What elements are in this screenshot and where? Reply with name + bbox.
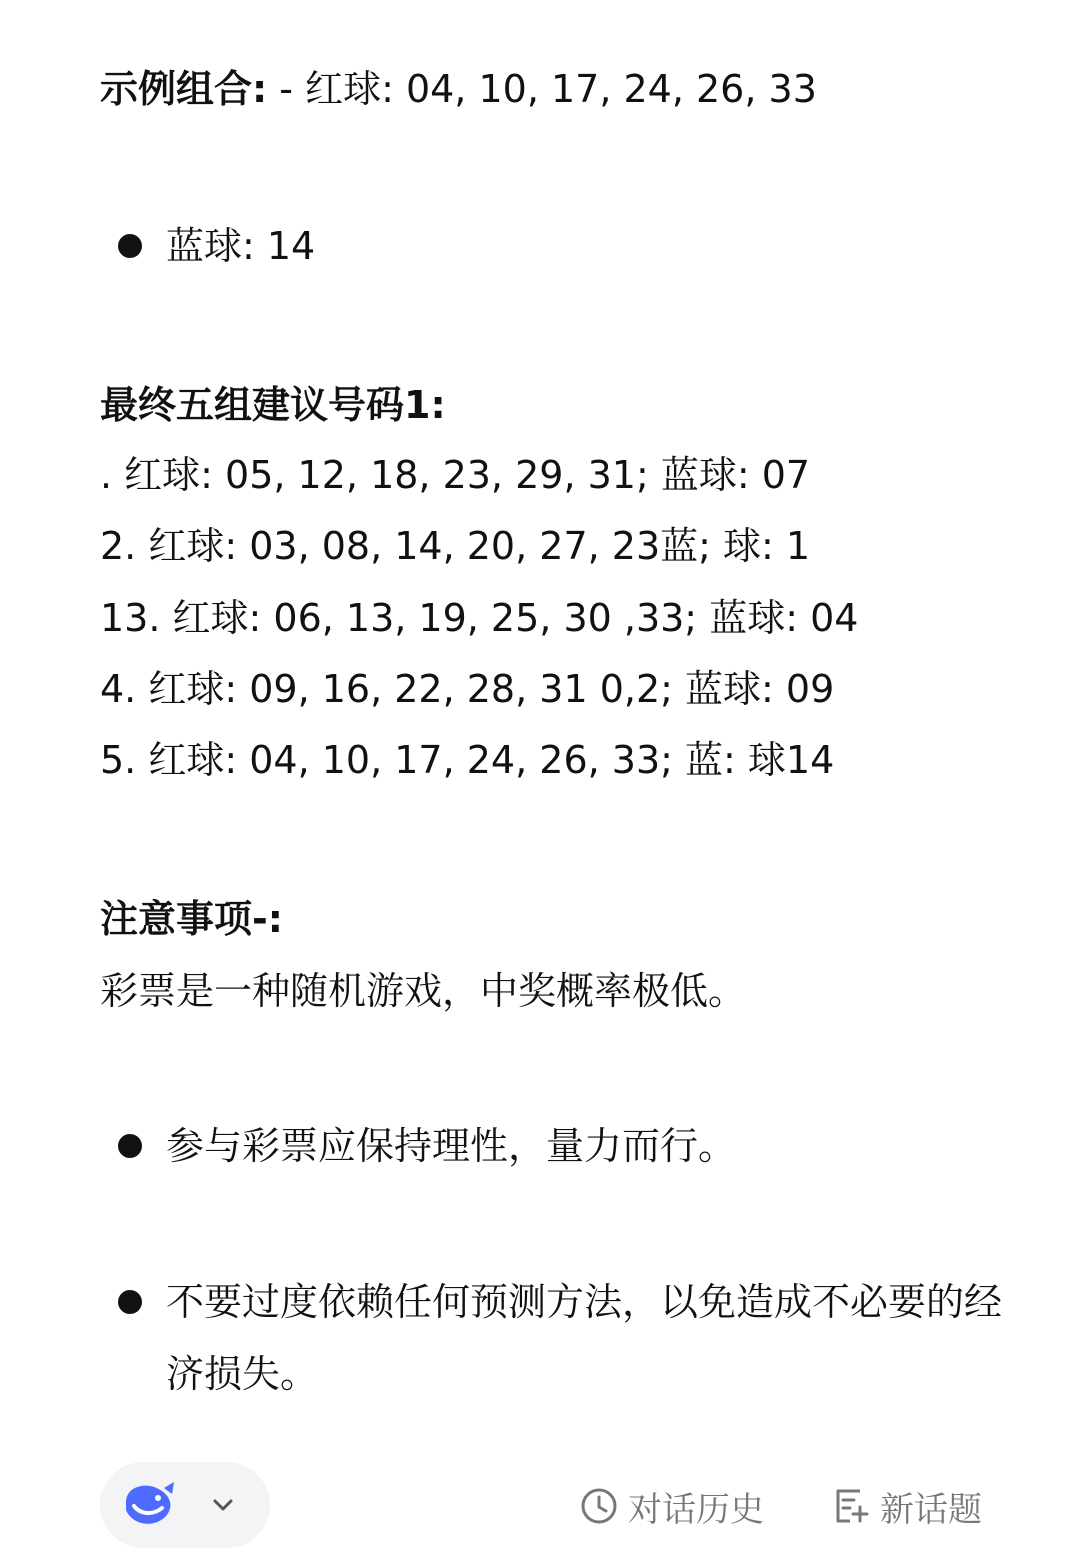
bullet-dot (118, 1290, 142, 1314)
bullet-dot (118, 234, 142, 258)
new-chat-icon (832, 1487, 870, 1525)
new-topic-label: 新话题 (880, 1489, 982, 1530)
history-button[interactable] (580, 1480, 764, 1532)
new-topic-button[interactable] (832, 1480, 982, 1532)
bullet-dot (118, 1134, 142, 1158)
whale-logo-icon (120, 1480, 176, 1530)
notes-bullet-text: 参与彩票应保持理性，量力而行。 (166, 1124, 737, 1168)
final-row-2: 2. 红球: 03, 08, 14, 20, 27, 23蓝; 球: 1 (100, 524, 811, 568)
example-line (100, 64, 817, 114)
final-row-4: 4. 红球: 09, 16, 22, 28, 31 0,2; 蓝球: 09 (100, 667, 835, 711)
notes-text: 彩票是一种随机游戏，中奖概率极低。 (100, 969, 747, 1013)
final-heading: 最终五组建议号码1: (100, 383, 446, 427)
example-red-balls: - 红球: 04, 10, 17, 24, 26, 33 (267, 67, 817, 111)
final-row-1: . 红球: 05, 12, 18, 23, 29, 31; 蓝球: 07 (100, 453, 811, 497)
example-heading: 示例组合: (100, 67, 268, 111)
example-blue-ball: 蓝球: 14 (166, 224, 316, 268)
model-selector[interactable] (100, 1462, 270, 1548)
final-row-5: 5. 红球: 04, 10, 17, 24, 26, 33; 蓝: 球14 (100, 738, 835, 782)
clock-icon (580, 1487, 618, 1525)
final-row-3: 13. 红球: 06, 13, 19, 25, 30 ,33; 蓝球: 04 (100, 596, 859, 640)
notes-heading: 注意事项-: (100, 897, 283, 941)
chevron-down-icon (208, 1490, 238, 1520)
notes-bullet-text: 不要过度依赖任何预测方法，以免造成不必要的经济损失。 (166, 1280, 1003, 1396)
history-label: 对话历史 (628, 1489, 764, 1530)
